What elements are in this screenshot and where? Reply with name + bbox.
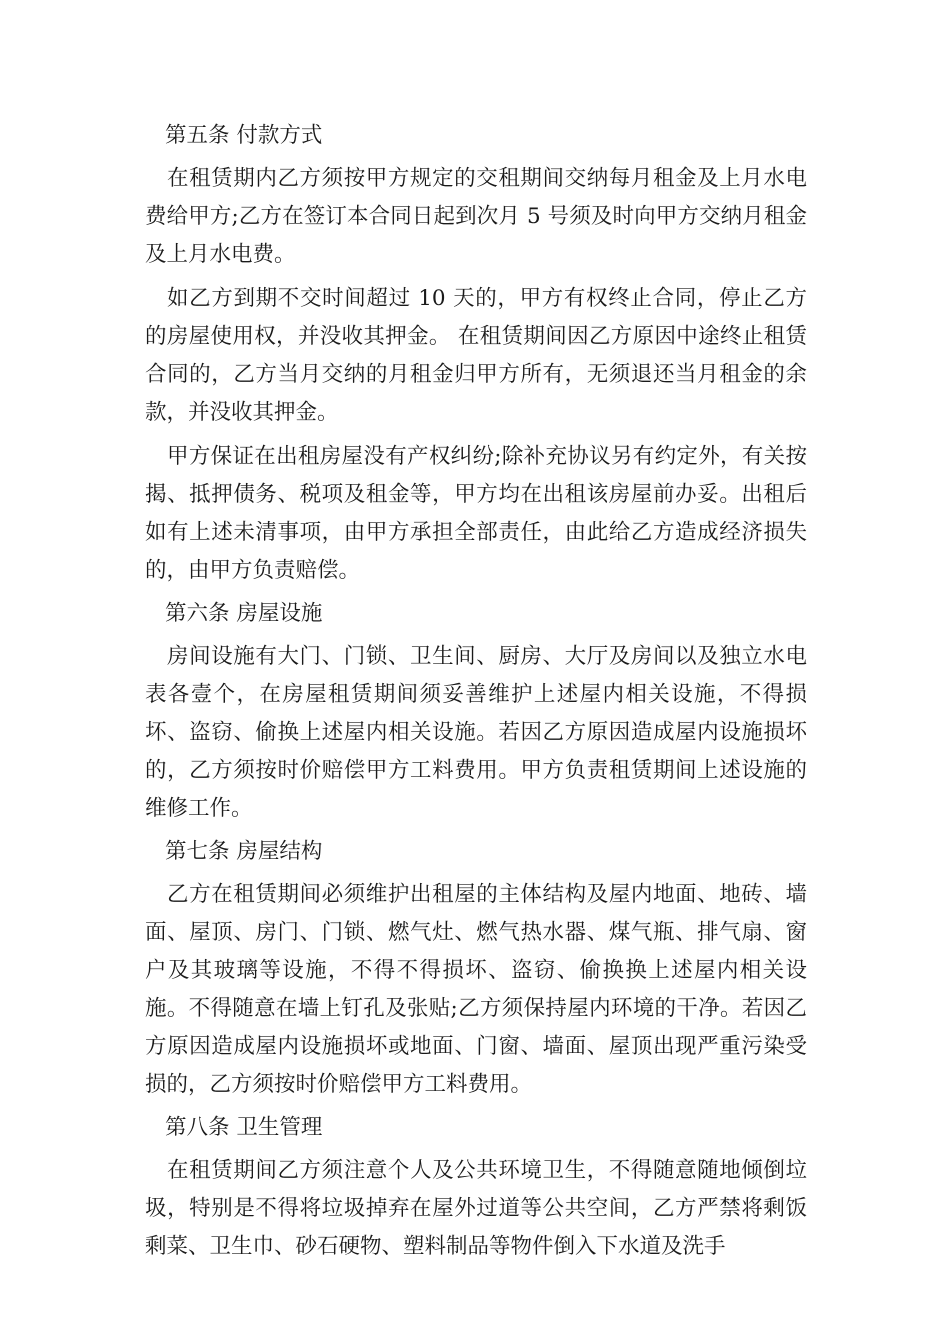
section-heading-article-8: 第八条 卫生管理 xyxy=(165,1115,323,1140)
paragraph-landlord-guarantee: 甲方保证在出租房屋没有产权纠纷;除补充协议另有约定外，有关按揭、抵押债务、税项及租金等，甲方均在出租该房屋前办妥。出租后如有上述未清事项，由甲方承担全部责任，由此给乙方造成经济损失的，由甲方负责赔偿。 xyxy=(145,444,807,583)
section-heading-article-7: 第七条 房屋结构 xyxy=(165,839,323,864)
paragraph-house-facilities: 房间设施有大门、门锁、卫生间、厨房、大厅及房间以及独立水电表各壹个，在房屋租赁期间须妥善维护上述屋内相关设施，不得损坏、盗窃、偷换上述屋内相关设施。若因乙方原因造成屋内设施损坏的，乙方须按时价赔偿甲方工料费用。甲方负责租赁期间上述设施的维修工作。 xyxy=(145,644,807,821)
section-heading-article-5: 第五条 付款方式 xyxy=(165,123,323,148)
section-heading-article-6: 第六条 房屋设施 xyxy=(165,601,323,626)
paragraph-hygiene-management: 在租赁期间乙方须注意个人及公共环境卫生，不得随意随地倾倒垃圾，特别是不得将垃圾掉弃在屋外过道等公共空间，乙方严禁将剩饭剩菜、卫生巾、砂石硬物、塑料制品等物件倒入下水道及洗手 xyxy=(145,1158,807,1259)
document-body xyxy=(145,118,807,1272)
paragraph-late-payment: 如乙方到期不交时间超过 10 天的，甲方有权终止合同，停止乙方的房屋使用权，并没收其押金。 在租赁期间因乙方原因中途终止租赁合同的，乙方当月交纳的月租金归甲方所有，无须退还当月租金的余款，并没收其押金。 xyxy=(145,286,807,425)
paragraph-house-structure: 乙方在租赁期间必须维护出租屋的主体结构及屋内地面、地砖、墙面、屋顶、房门、门锁、燃气灶、燃气热水器、煤气瓶、排气扇、窗户及其玻璃等设施，不得不得损坏、盗窃、偷换换上述屋内相关设施。不得随意在墙上钉孔及张贴;乙方须保持屋内环境的干净。若因乙方原因造成屋内设施损坏或地面、门窗、墙面、屋顶出现严重污染受损的，乙方须按时价赔偿甲方工料费用。 xyxy=(145,882,807,1097)
paragraph-payment-terms: 在租赁期内乙方须按甲方规定的交租期间交纳每月租金及上月水电费给甲方;乙方在签订本合同日起到次月 5 号须及时向甲方交纳月租金及上月水电费。 xyxy=(145,166,807,267)
